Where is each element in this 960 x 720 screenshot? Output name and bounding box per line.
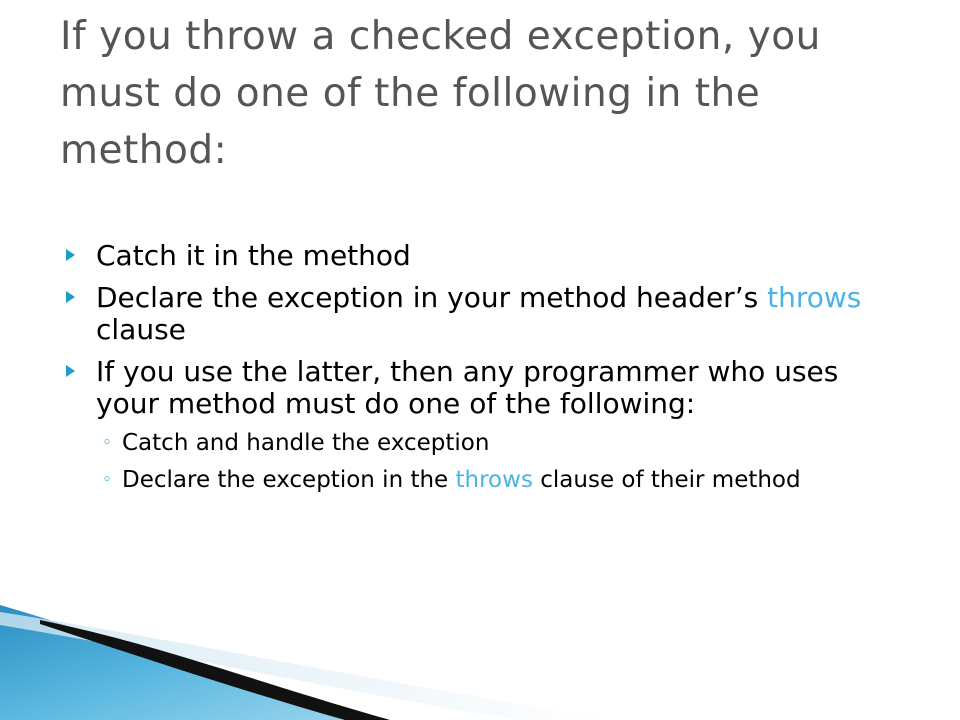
- throws-keyword: throws: [767, 281, 862, 314]
- sub-list-item-text-pre: Declare the exception in the: [122, 467, 456, 493]
- list-item-text: Catch it in the method: [96, 239, 411, 272]
- ring-bullet-icon: ◦: [102, 470, 113, 490]
- list-item-text-pre: Declare the exception in your method header’s: [96, 281, 768, 314]
- throws-keyword: throws: [455, 467, 533, 493]
- sub-list-item-text: Catch and handle the exception: [122, 430, 490, 456]
- slide-title: If you throw a checked exception, you must do one of the following in the method:: [60, 14, 821, 173]
- ring-bullet-icon: ◦: [102, 433, 113, 453]
- list-item-text-post: clause: [96, 313, 186, 346]
- sub-list-item-text-post: clause of their method: [532, 467, 801, 493]
- list-item-text: If you use the latter, then any programmer who uses your method must do one of the following:: [96, 355, 839, 420]
